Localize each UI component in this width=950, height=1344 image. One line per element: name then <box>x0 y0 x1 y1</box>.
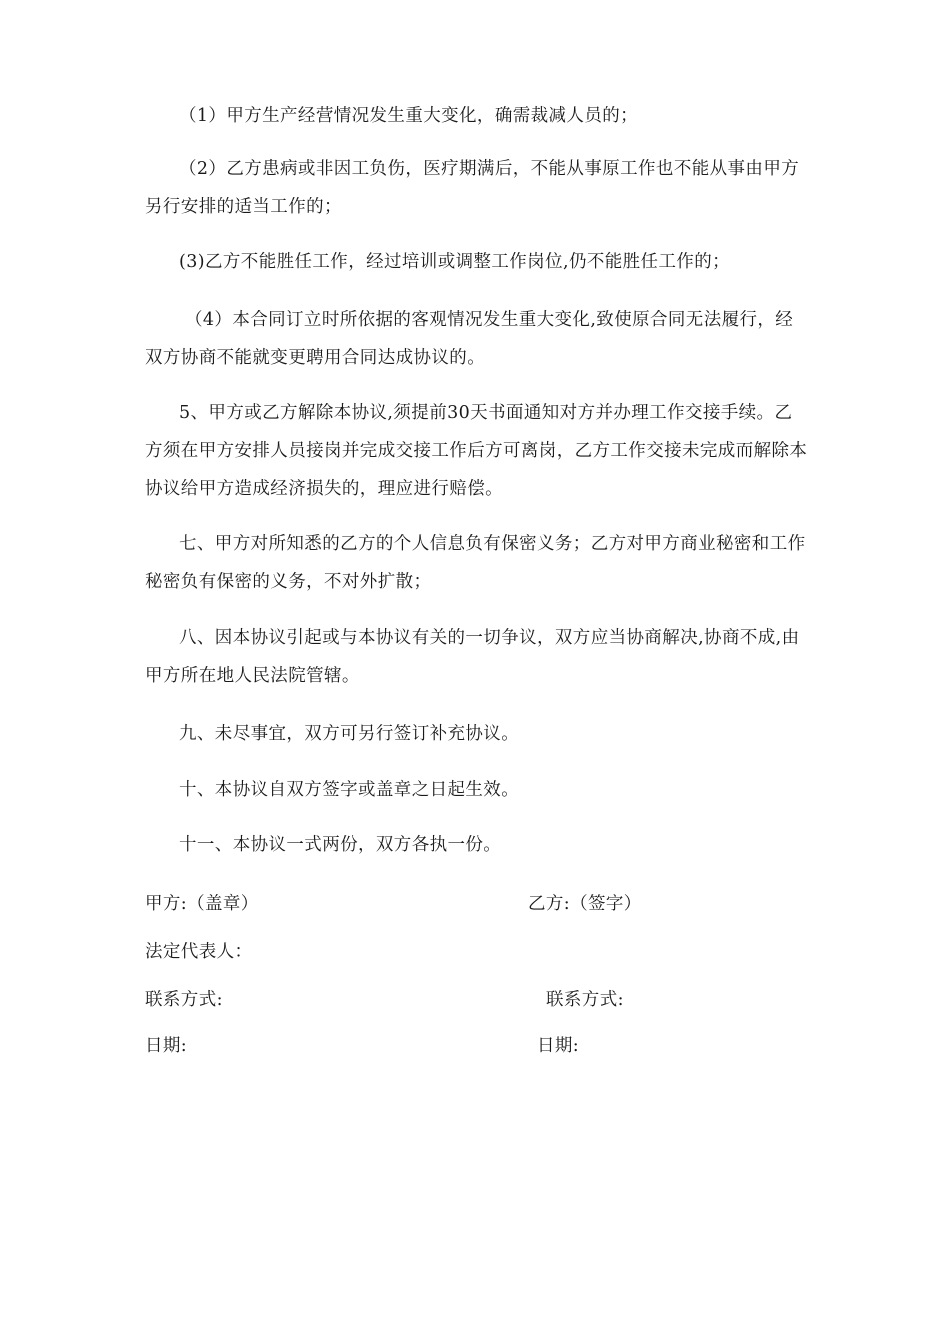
clause-copies: 十一、本协议一式两份，双方各执一份。 <box>179 835 502 855</box>
signature-row-legal-rep <box>145 937 810 967</box>
clause-termination-notice: 5、甲方或乙方解除本协议,须提前30天书面通知对方并办理工作交接手续。乙方须在甲方安排人员接岗并完成交接工作后方可离岗，乙方工作交接未完成而解除本协议给甲方造成经济损失的，理应进行赔偿。 <box>145 403 808 499</box>
date-a-label: 日期: <box>145 1036 188 1056</box>
signature-row-date <box>145 1031 810 1061</box>
date-b-label: 日期: <box>537 1036 580 1056</box>
clause-layoff: （1）甲方生产经营情况发生重大变化，确需裁减人员的； <box>179 106 639 126</box>
clause-effective: 十、本协议自双方签字或盖章之日起生效。 <box>179 780 520 800</box>
clause-circumstance-change: （4）本合同订立时所依据的客观情况发生重大变化,致使原合同无法履行，经双方协商不能就变更聘用合同达成协议的。 <box>145 310 794 368</box>
clause-supplementary: 九、未尽事宜，双方可另行签订补充协议。 <box>179 724 520 744</box>
signature-row-parties <box>145 889 810 919</box>
party-b-label: 乙方:（签字） <box>528 894 642 914</box>
contact-b-label: 联系方式: <box>546 990 624 1010</box>
clause-confidentiality: 七、甲方对所知悉的乙方的个人信息负有保密义务；乙方对甲方商业秘密和工作秘密负有保密的义务，不对外扩散； <box>145 534 806 592</box>
clause-dispute: 八、因本协议引起或与本协议有关的一切争议，双方应当协商解决,协商不成,由甲方所在地人民法院管辖。 <box>145 628 800 686</box>
clause-illness: （2）乙方患病或非因工负伤，医疗期满后，不能从事原工作也不能从事由甲方另行安排的适当工作的； <box>145 159 800 217</box>
clause-incompetence: (3)乙方不能胜任工作，经过培训或调整工作岗位,仍不能胜任工作的； <box>179 252 731 272</box>
signature-row-contact <box>145 985 810 1015</box>
contact-a-label: 联系方式: <box>145 990 223 1010</box>
party-a-label: 甲方:（盖章） <box>145 894 259 914</box>
legal-representative-label: 法定代表人： <box>145 942 253 962</box>
